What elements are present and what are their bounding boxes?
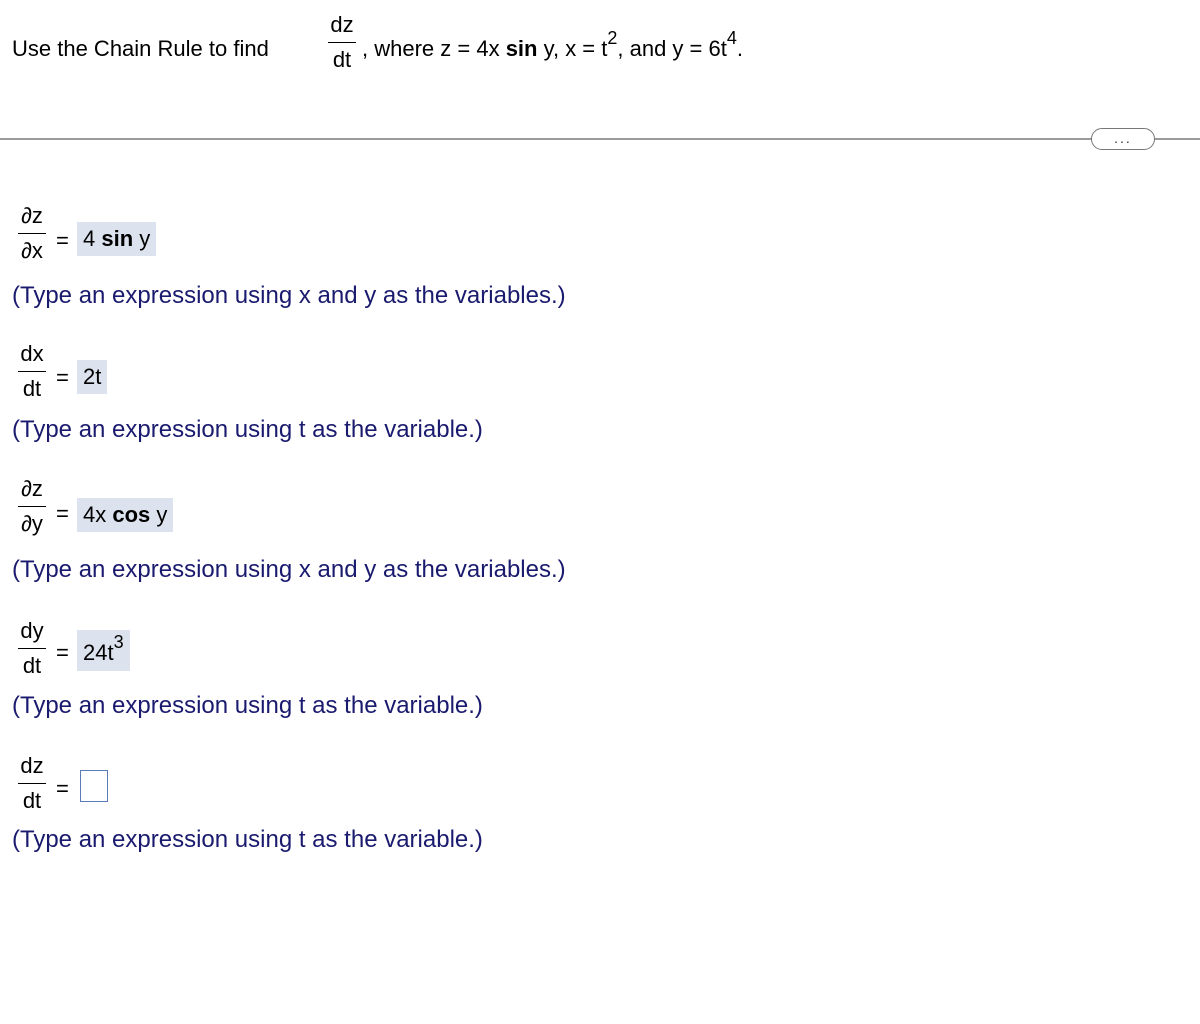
step3-answer [77,498,173,532]
question-body [362,28,743,62]
question-prefix: Use the Chain Rule to find [12,36,269,61]
step3-hint: (Type an expression using x and y as the variables.) [12,556,566,583]
question-where: , where z = 4x [362,36,506,61]
step4-answer [77,630,130,671]
question-frac-den: dt [332,47,352,72]
step3-answer-bold: cos [112,502,151,527]
more-button[interactable]: ... [1091,128,1155,150]
step3-equals: = [56,501,69,526]
step3-fraction [12,478,52,535]
step1-answer-bold: sin [101,226,134,251]
fraction-bar [18,233,46,234]
step2-num: dx [20,341,44,366]
step5-hint: (Type an expression using t as the variable.) [12,826,483,853]
step4-hint: (Type an expression using t as the variable.) [12,692,483,719]
fraction-bar [18,783,46,784]
step4-num: dy [20,618,44,643]
fraction-bar [328,42,356,43]
step5-den: dt [22,788,42,813]
step4-equals: = [56,640,69,665]
question-and: , and y = 6t [617,36,727,61]
step1-num: ∂z [21,203,43,228]
step3-answer-pre: 4x [83,502,113,527]
step5-num: dz [20,753,44,778]
step5-fraction [12,755,52,812]
step2-den: dt [22,376,42,401]
step1-answer-post: y [133,226,151,251]
fraction-bar [18,506,46,507]
question [12,14,912,84]
step3-answer-post: y [150,502,168,527]
step2-equals: = [56,365,69,390]
fraction-bar [18,648,46,649]
step3-den: ∂y [21,511,43,536]
step5-equals: = [56,776,69,801]
divider [0,138,1200,140]
question-x-exponent: 2 [607,28,618,48]
step1-den: ∂x [21,238,43,263]
step1-hint: (Type an expression using x and y as the variables.) [12,282,566,309]
question-mid: y, x = t [537,36,608,61]
question-fraction [322,14,362,71]
step2-hint: (Type an expression using t as the variable.) [12,416,483,443]
step2-answer: 2t [77,360,107,394]
step4-answer-exponent: 3 [113,632,124,652]
fraction-bar [18,371,46,372]
question-y-exponent: 4 [726,28,737,48]
question-frac-num: dz [330,12,354,37]
question-end: . [736,36,743,61]
step1-answer [77,222,156,256]
step4-answer-base: 24t [83,640,114,665]
step4-fraction [12,620,52,677]
answer-input-box[interactable] [80,770,108,802]
step1-equals: = [56,228,69,253]
question-sin: sin [505,36,538,61]
step1-answer-pre: 4 [83,226,102,251]
step1-fraction [12,205,52,262]
step3-num: ∂z [21,476,43,501]
step4-den: dt [22,653,42,678]
step2-fraction [12,343,52,400]
